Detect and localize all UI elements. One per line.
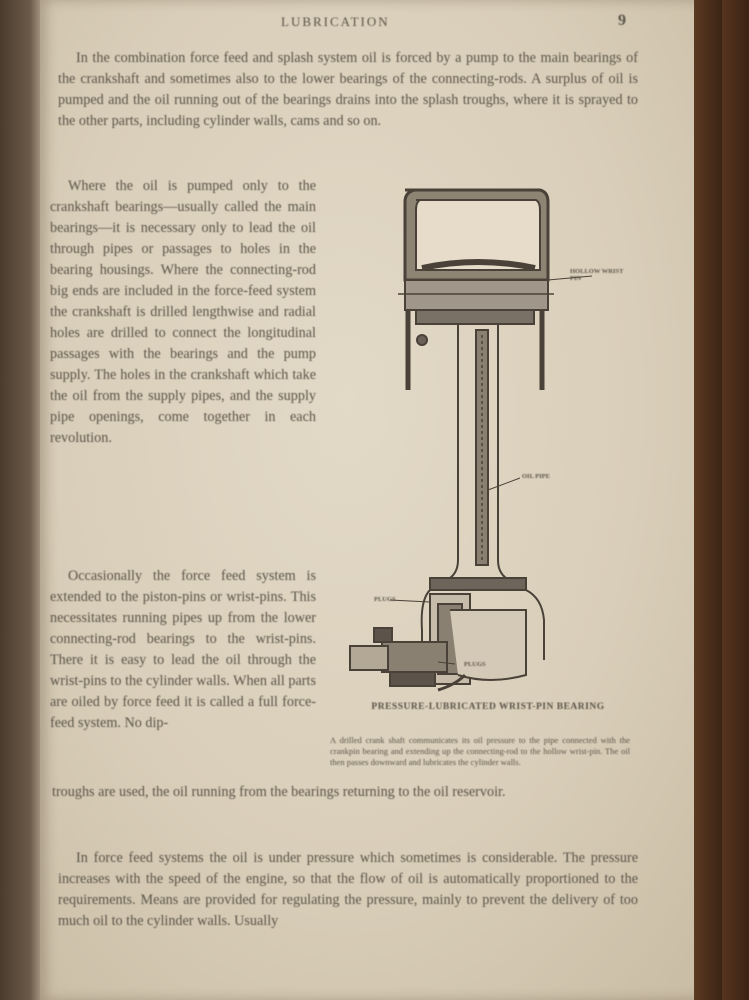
paragraph-4: In force feed systems the oil is under pressure which sometimes is considerable. The pressure increases with the speed of the engine, so that the flow of oil is automatically proportioned to the requirements. Means are provided for regulating the pressure, mainly to prevent the delivery of too much oil to the cylinder walls. Usually xyxy=(58,850,638,929)
label-plugs-lower: PLUGS xyxy=(464,661,486,668)
label-oil-pipe: OIL PIPE xyxy=(522,473,550,480)
figure-title: PRESSURE-LUBRICATED WRIST-PIN BEARING xyxy=(371,702,605,712)
book-spine xyxy=(694,0,722,1000)
paragraph-1: In the combination force feed and splash system oil is forced by a pump to the main bearings of the crankshaft and sometimes also to the lower bearings of the connecting-rods. A surplus of oil is pumped and the oil running out of the bearings drains into the splash troughs, where it is sprayed to the other parts, including cylinder walls, cams and so on. xyxy=(58,50,638,129)
paragraph-3-continuation: troughs are used, the oil running from the bearings returning to the oil reservoir. xyxy=(52,784,506,800)
running-header: LUBRICATION xyxy=(281,14,390,29)
label-plugs-upper: PLUGS xyxy=(374,596,396,603)
paragraph-3: Occasionally the force feed system is extended to the piston-pins or wrist-pins. This necessitates running pipes up from the lower connecting-rod bearings to the wrist-pins. There it is easy to lead the oil through the wrist-pins to the cylinder walls. When all parts are oiled by force feed it is called a full force-feed system. No dip- xyxy=(50,568,316,731)
label-hollow-wrist-pin: HOLLOW WRIST PIN xyxy=(570,268,624,282)
page-number: 9 xyxy=(618,12,626,29)
figure-caption: A drilled crank shaft communicates its oil pressure to the pipe connected with the crankpin bearing and extending up the connecting-rod to the hollow wrist-pin. The oil then passes downward and lubricates the cylinder walls. xyxy=(330,735,630,767)
paragraph-2: Where the oil is pumped only to the crankshaft bearings—usually called the main bearings—it is necessary only to lead the oil through pipes or passages to holes in the bearing housings. Where the connecting-rod big ends are included in the force-feed system the crankshaft is drilled lengthwise and radial holes are drilled to connect the longitudinal passages with the bearings and the pump supply. The holes in the crankshaft which take the oil from the supply pipes, and the supply pipe openings, come together in each revolution. xyxy=(50,178,316,446)
piston-skirt xyxy=(405,280,548,310)
wrist-pin-diagram xyxy=(330,180,635,710)
